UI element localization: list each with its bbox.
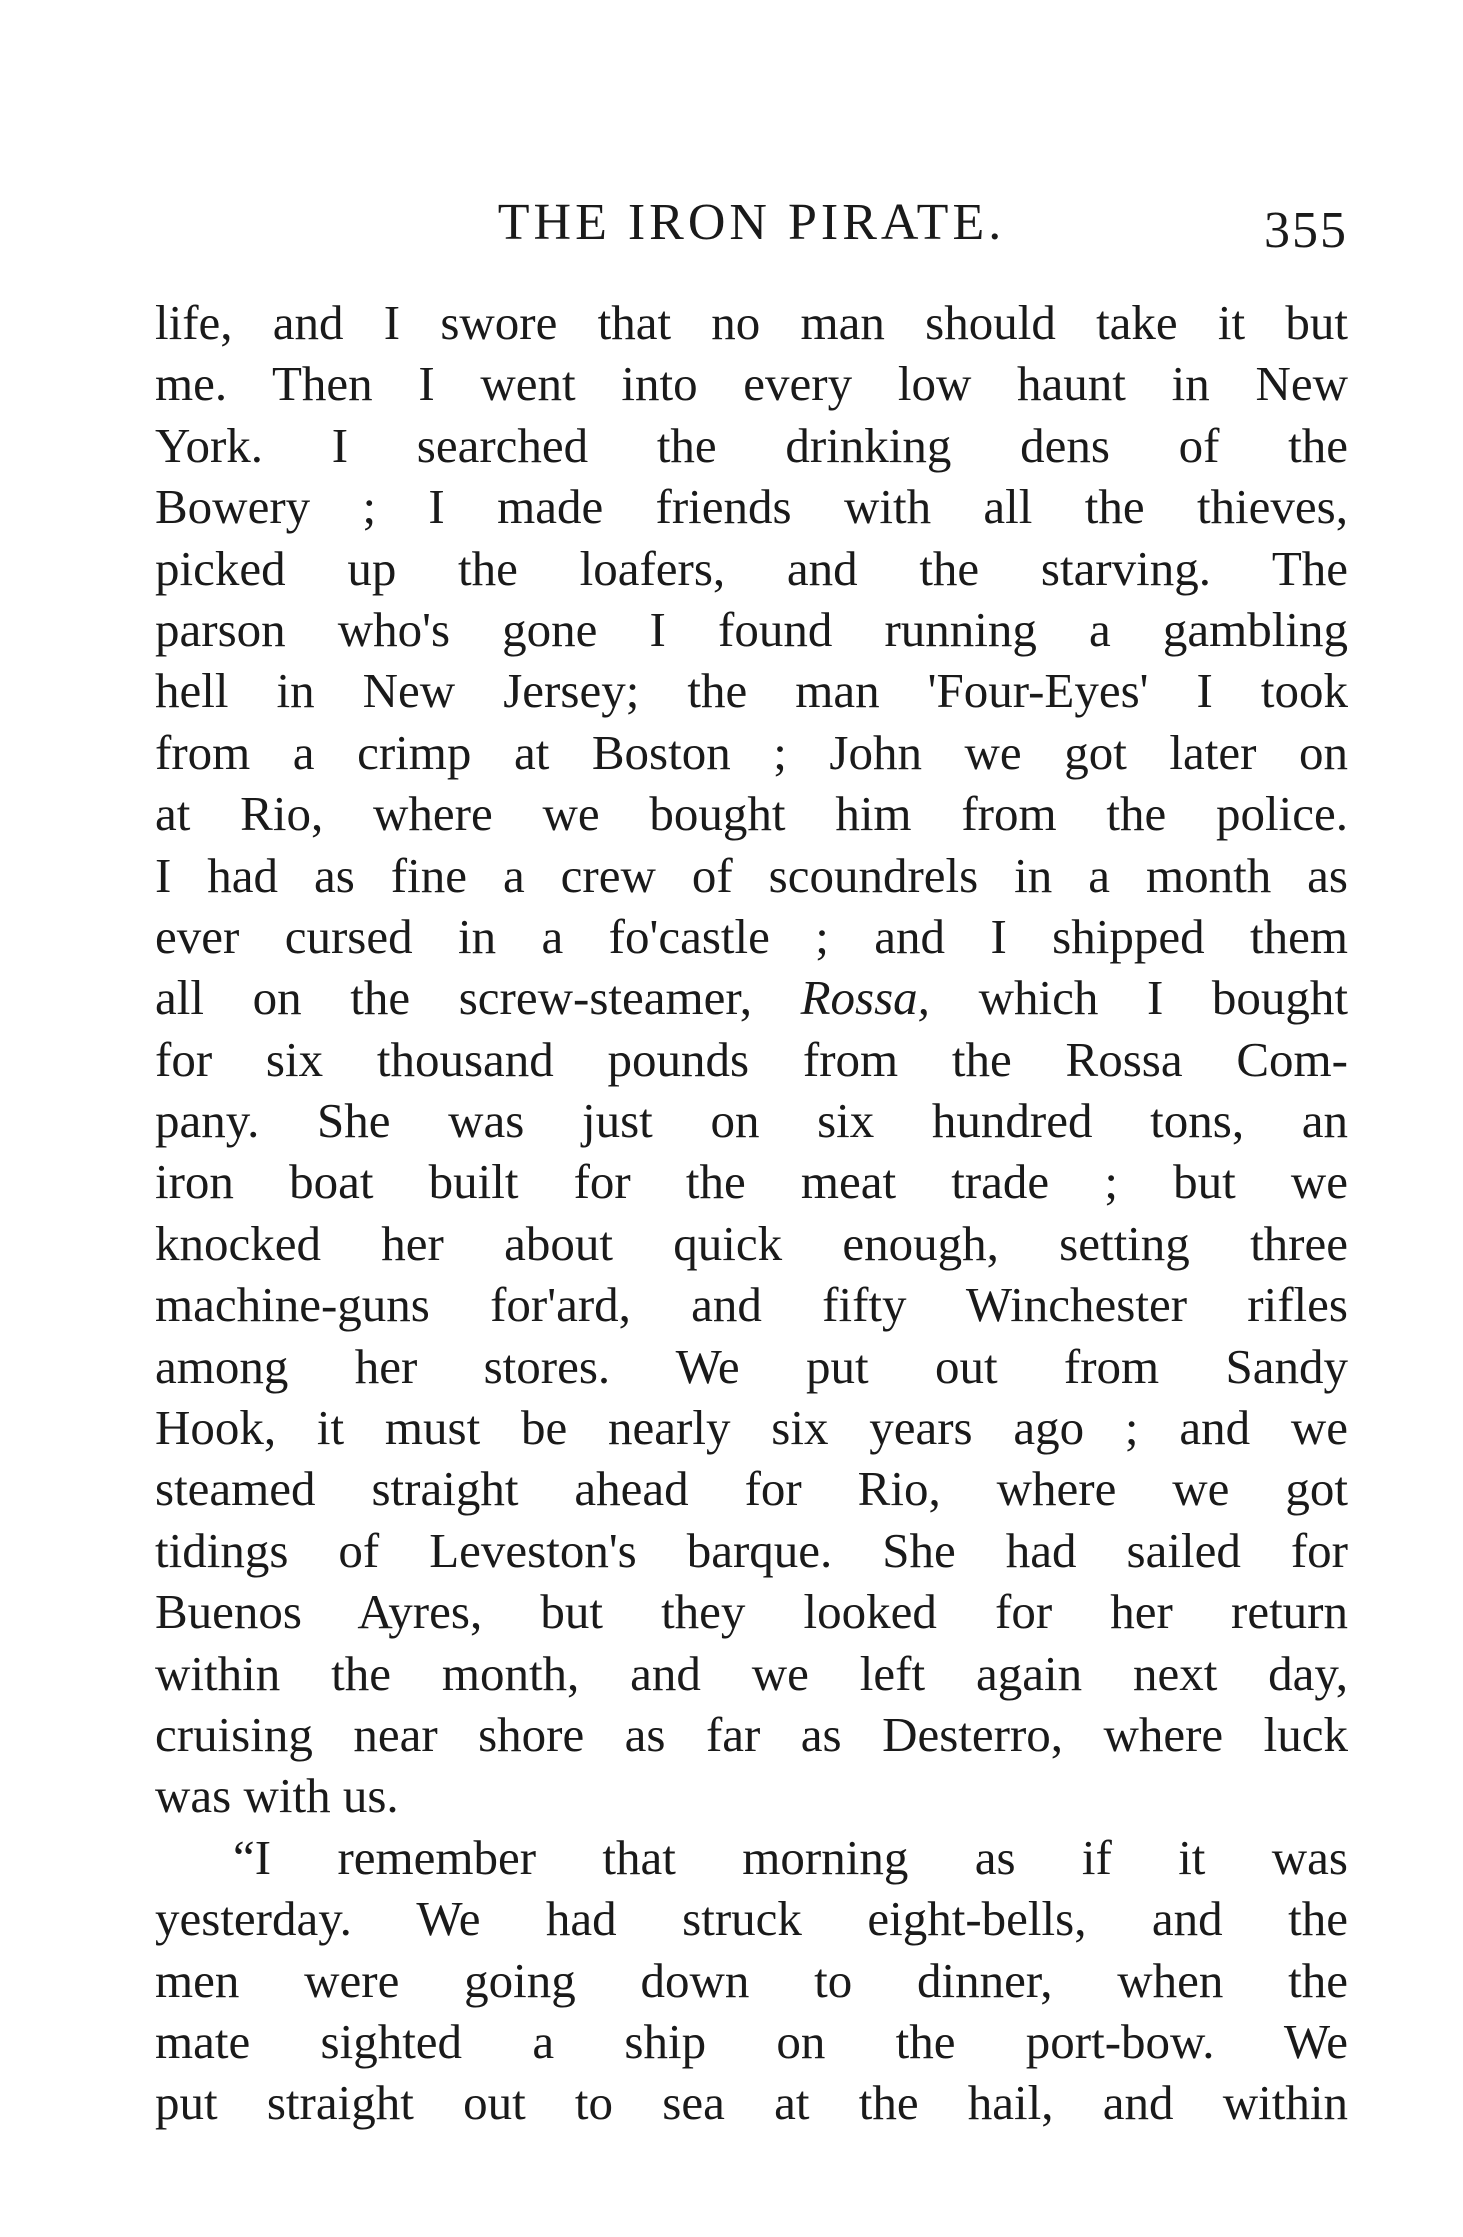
text-line: hell in New Jersey; the man 'Four-Eyes' I took (155, 663, 1348, 719)
ship-name-italic: Rossa, (800, 970, 930, 1026)
text-line: me. Then I went into every low haunt in New (155, 356, 1348, 412)
text-line: mate sighted a ship on the port-bow. We (155, 2013, 1348, 2069)
paragraph (155, 292, 1348, 1827)
text-line: men were going down to dinner, when the (155, 1952, 1348, 2008)
text-line: picked up the loafers, and the starving. The (155, 540, 1348, 596)
body-text (155, 292, 1348, 2134)
text-line: Bowery ; I made friends with all the thieves, (155, 479, 1348, 535)
text-line: knocked her about quick enough, setting three (155, 1215, 1348, 1271)
text-line: pany. She was just on six hundred tons, an (155, 1093, 1348, 1149)
text-line: at Rio, where we bought him from the police. (155, 786, 1348, 842)
text-line: was with us. (155, 1768, 399, 1824)
page-number: 355 (1264, 202, 1348, 259)
line-head: all on the screw-steamer, (155, 970, 752, 1026)
text-line: Hook, it must be nearly six years ago ; and we (155, 1400, 1348, 1456)
text-line: life, and I swore that no man should take it but (155, 295, 1348, 350)
text-line: for six thousand pounds from the Rossa Com- (155, 1031, 1348, 1087)
text-line: parson who's gone I found running a gambling (155, 601, 1348, 657)
text-line: “I remember that morning as if it was (233, 1829, 1348, 1885)
text-line: within the month, and we left again next day, (155, 1645, 1348, 1701)
line-tail: which I bought (978, 970, 1348, 1026)
text-line: machine-guns for'ard, and fifty Winchester rifles (155, 1277, 1348, 1333)
text-line: I had as fine a crew of scoundrels in a month as (155, 847, 1348, 903)
paragraph (155, 1827, 1348, 2134)
text-line-with-italic (155, 967, 1348, 1028)
text-line: Buenos Ayres, but they looked for her return (155, 1584, 1348, 1640)
text-line: from a crimp at Boston ; John we got later on (155, 724, 1348, 780)
text-line: York. I searched the drinking dens of the (155, 417, 1348, 473)
running-title: THE IRON PIRATE. (497, 194, 1006, 251)
text-line: ever cursed in a fo'castle ; and I shipped them (155, 908, 1348, 964)
text-line: tidings of Leveston's barque. She had sailed for (155, 1522, 1348, 1578)
text-line: among her stores. We put out from Sandy (155, 1338, 1348, 1394)
text-line: put straight out to sea at the hail, and within (155, 2075, 1348, 2131)
text-line: steamed straight ahead for Rio, where we got (155, 1461, 1348, 1517)
page-header (155, 188, 1348, 258)
text-line: yesterday. We had struck eight-bells, and the (155, 1891, 1348, 1947)
text-line: cruising near shore as far as Desterro, where luck (155, 1706, 1348, 1762)
text-line: iron boat built for the meat trade ; but we (155, 1154, 1348, 1210)
